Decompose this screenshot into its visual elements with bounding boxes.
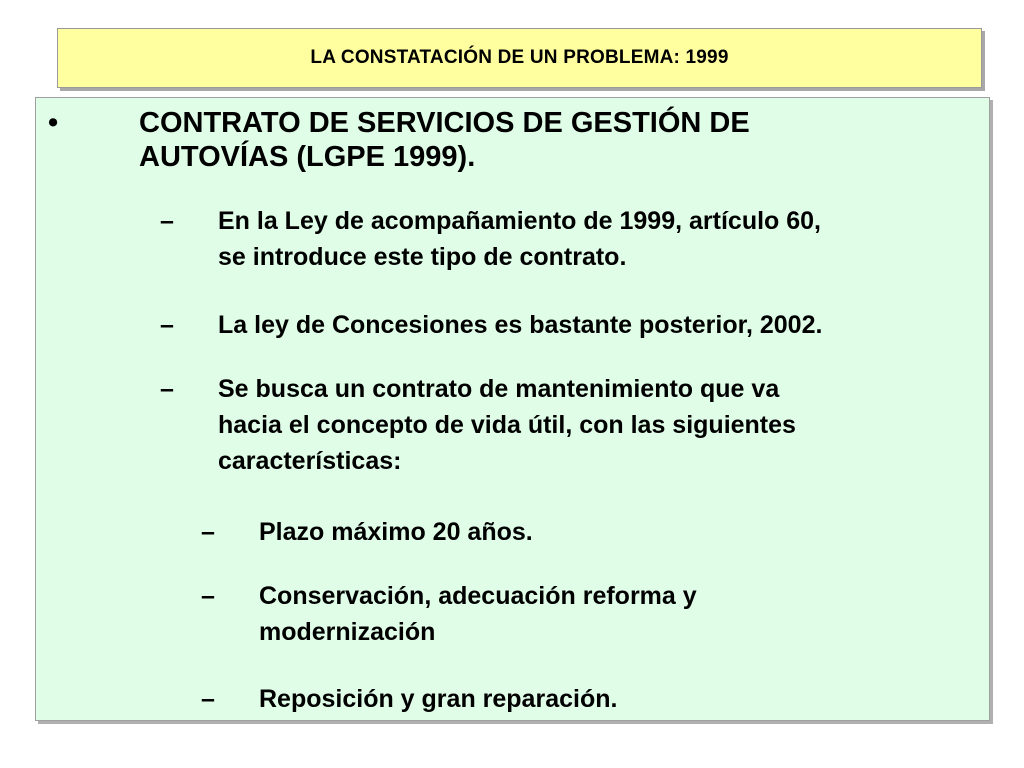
feature-line: Conservación, adecuación reforma y (259, 582, 697, 610)
bullet-marker: • (48, 107, 59, 139)
feature-line: Plazo máximo 20 años. (259, 518, 533, 546)
feature-marker: – (201, 582, 215, 610)
bullet-text-line-1: CONTRATO DE SERVICIOS DE GESTIÓN DE (139, 107, 750, 139)
bullet-text-line-2: AUTOVÍAS (LGPE 1999). (139, 141, 476, 173)
main-bullet (36, 106, 986, 176)
subitem-ley-concesiones (36, 307, 986, 343)
subitem-line: hacia el concepto de vida útil, con las siguientes (218, 411, 796, 439)
slide-title: LA CONSTATACIÓN DE UN PROBLEMA: 1999 (310, 47, 729, 68)
subitem-ley-acompanamiento (36, 203, 986, 275)
feature-reposicion (36, 681, 986, 717)
subitem-line: En la Ley de acompañamiento de 1999, artículo 60, (218, 207, 822, 235)
feature-marker: – (201, 518, 215, 546)
feature-marker: – (201, 685, 215, 713)
feature-plazo (36, 514, 986, 550)
subitem-contrato-mantenimiento (36, 371, 986, 479)
subitem-marker: – (160, 311, 174, 339)
subitem-line: Se busca un contrato de mantenimiento que va (218, 375, 780, 403)
feature-conservacion (36, 578, 986, 650)
subitem-line: características: (218, 447, 402, 475)
subitem-line: se introduce este tipo de contrato. (218, 243, 627, 271)
content-panel (35, 97, 990, 721)
feature-line: modernización (259, 618, 436, 646)
title-banner (57, 28, 982, 88)
feature-line: Reposición y gran reparación. (259, 685, 618, 713)
subitem-marker: – (160, 207, 174, 235)
subitem-line: La ley de Concesiones es bastante posterior, 2002. (218, 311, 823, 339)
subitem-marker: – (160, 375, 174, 403)
